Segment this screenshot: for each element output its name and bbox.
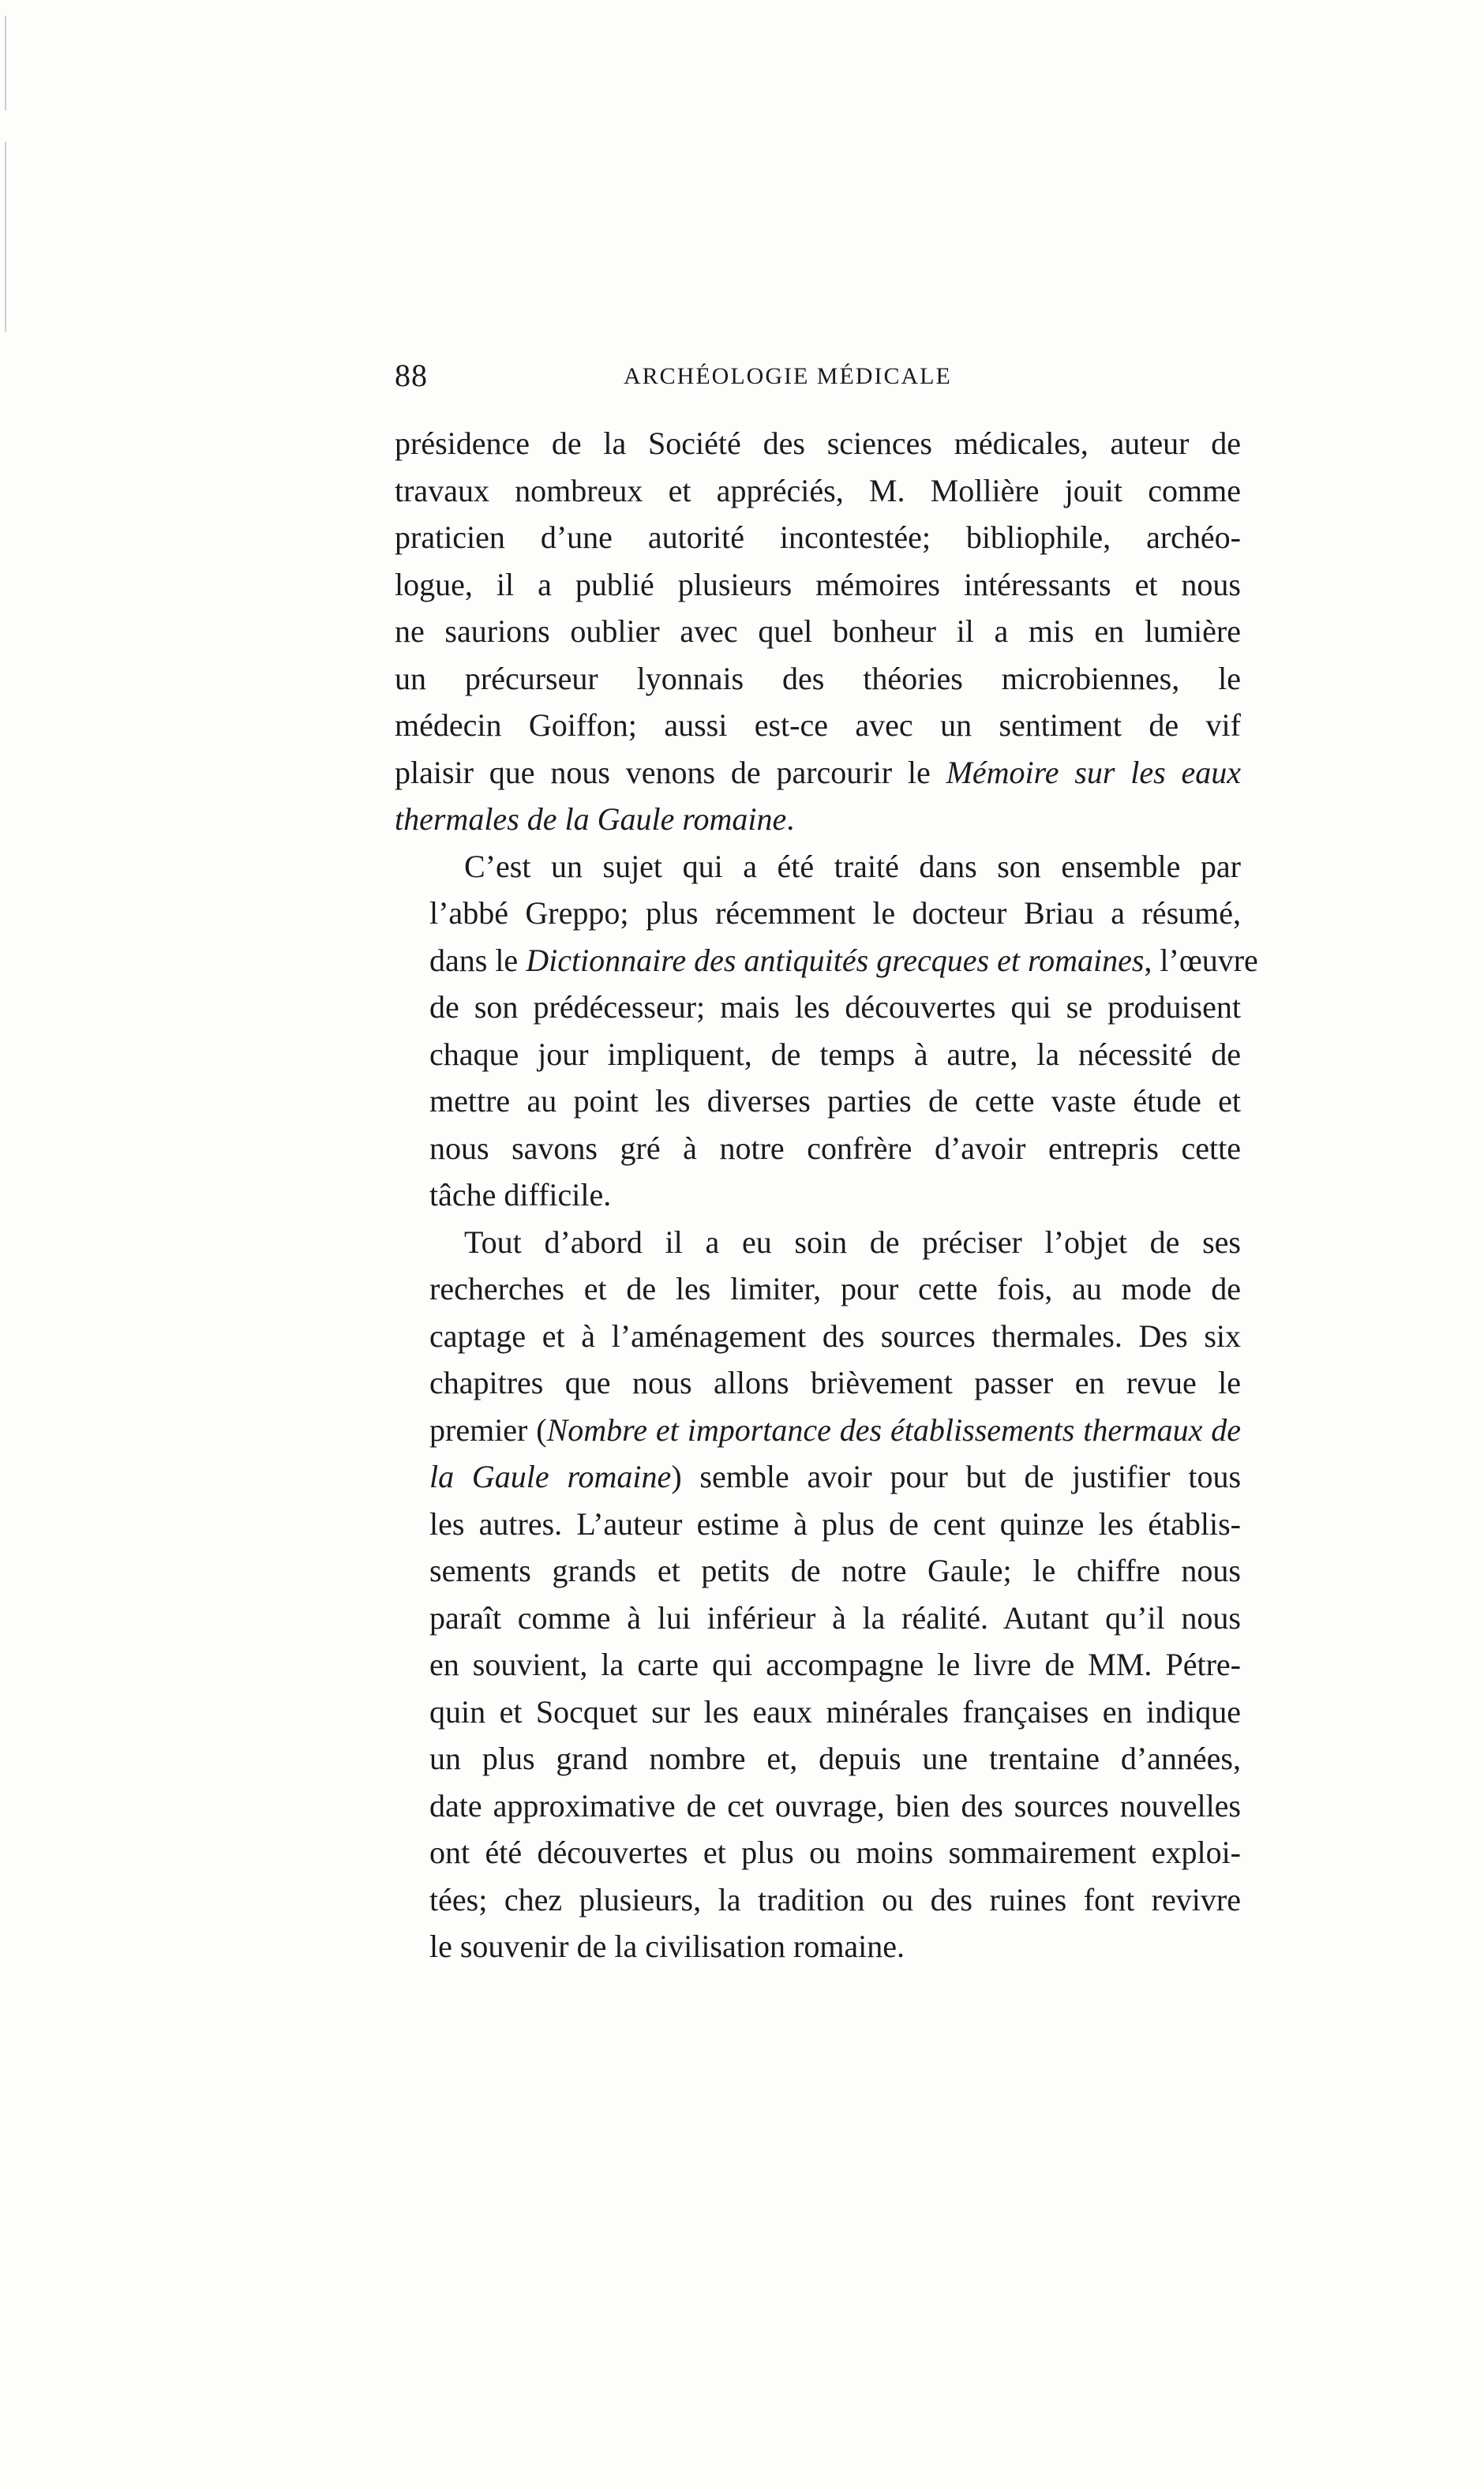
running-title: ARCHÉOLOGIE MÉDICALE [624, 363, 952, 389]
text-line: praticien d’une autorité incontestée; bibliophile, archéo- [395, 519, 1241, 555]
text-line: date approximative de cet ouvrage, bien des sources nouvelles [429, 1787, 1241, 1824]
text-line-mixed [395, 749, 1241, 797]
text-line: tées; chez plusieurs, la tradition ou des ruines font revivre [429, 1881, 1241, 1917]
text-line: tâche difficile. [429, 1177, 612, 1213]
text-run: , l’œuvre [1144, 942, 1258, 978]
text-line: captage et à l’aménagement des sources thermales. Des six [429, 1318, 1241, 1354]
text-line: recherches et de les limiter, pour cette fois, au mode de [429, 1271, 1241, 1306]
page-number: 88 [395, 358, 428, 393]
paragraph-1 [395, 420, 1241, 843]
text-line: chapitres que nous allons brièvement passer en revue le [429, 1365, 1241, 1400]
text-line: quin et Socquet sur les eaux minérales françaises en indique [429, 1693, 1241, 1730]
text-line-mixed [395, 796, 1241, 843]
text-run: ) semble avoir pour but de justifier tous [671, 1459, 1242, 1494]
text-line-mixed [395, 1407, 1241, 1454]
scan-edge-mark [5, 142, 6, 332]
text-run: . [786, 801, 795, 837]
italic-title: Dictionnaire des antiquités grecques et romaines [526, 942, 1145, 978]
running-head [395, 357, 1241, 401]
text-line: un précurseur lyonnais des théories microbiennes, le [395, 660, 1241, 696]
text-line: médecin Goiffon; aussi est-ce avec un sentiment de vif [395, 707, 1241, 743]
text-run: dans le [429, 942, 527, 978]
text-line: paraît comme à lui inférieur à la réalité. Autant qu’il nous [429, 1599, 1241, 1636]
text-line: logue, il a publié plusieurs mémoires intéressants et nous [395, 566, 1241, 602]
text-line: l’abbé Greppo; plus récemment le docteur Briau a résumé, [429, 895, 1241, 931]
text-line-mixed [395, 937, 1258, 984]
body-text [395, 420, 1258, 1970]
text-line: ne saurions oublier avec quel bonheur il a mis en lumière [395, 613, 1241, 649]
text-run: plaisir que nous venons de parcourir le [395, 754, 946, 790]
text-line: un plus grand nombre et, depuis une trentaine d’années, [429, 1741, 1241, 1776]
text-line: présidence de la Société des sciences médicales, auteur de [395, 425, 1241, 461]
text-run: premier ( [429, 1411, 547, 1448]
text-line: les autres. L’auteur estime à plus de cent quinze les établis- [429, 1505, 1241, 1542]
italic-title: Nombre et importance des établissements thermaux de [546, 1411, 1241, 1448]
paragraph-2 [395, 843, 1258, 1219]
text-line: ont été découvertes et plus ou moins sommairement exploi- [429, 1835, 1241, 1870]
text-line: travaux nombreux et appréciés, M. Mollière jouit comme [395, 472, 1241, 508]
text-line: nous savons gré à notre confrère d’avoir entrepris cette [429, 1130, 1241, 1166]
text-line: chaque jour impliquent, de temps à autre, la nécessité de [429, 1036, 1241, 1072]
italic-title: la Gaule romaine [429, 1459, 672, 1494]
text-line: en souvient, la carte qui accompagne le livre de MM. Pétre- [429, 1647, 1241, 1682]
text-line-mixed [395, 1453, 1241, 1501]
text-line: C’est un sujet qui a été traité dans son ensemble par [464, 848, 1241, 884]
text-line: le souvenir de la civilisation romaine. [429, 1929, 905, 1964]
paragraph-3 [395, 1219, 1241, 1970]
text-line: sements grands et petits de notre Gaule; le chiffre nous [429, 1553, 1241, 1588]
italic-title: thermales de la Gaule romaine [395, 801, 787, 837]
text-line: mettre au point les diverses parties de cette vaste étude et [429, 1083, 1241, 1119]
scan-edge-mark [5, 16, 6, 111]
italic-title: Mémoire sur les eaux [946, 754, 1242, 790]
text-line: de son prédécesseur; mais les découvertes qui se produisent [429, 989, 1241, 1025]
text-line: Tout d’abord il a eu soin de préciser l’objet de ses [464, 1224, 1241, 1260]
